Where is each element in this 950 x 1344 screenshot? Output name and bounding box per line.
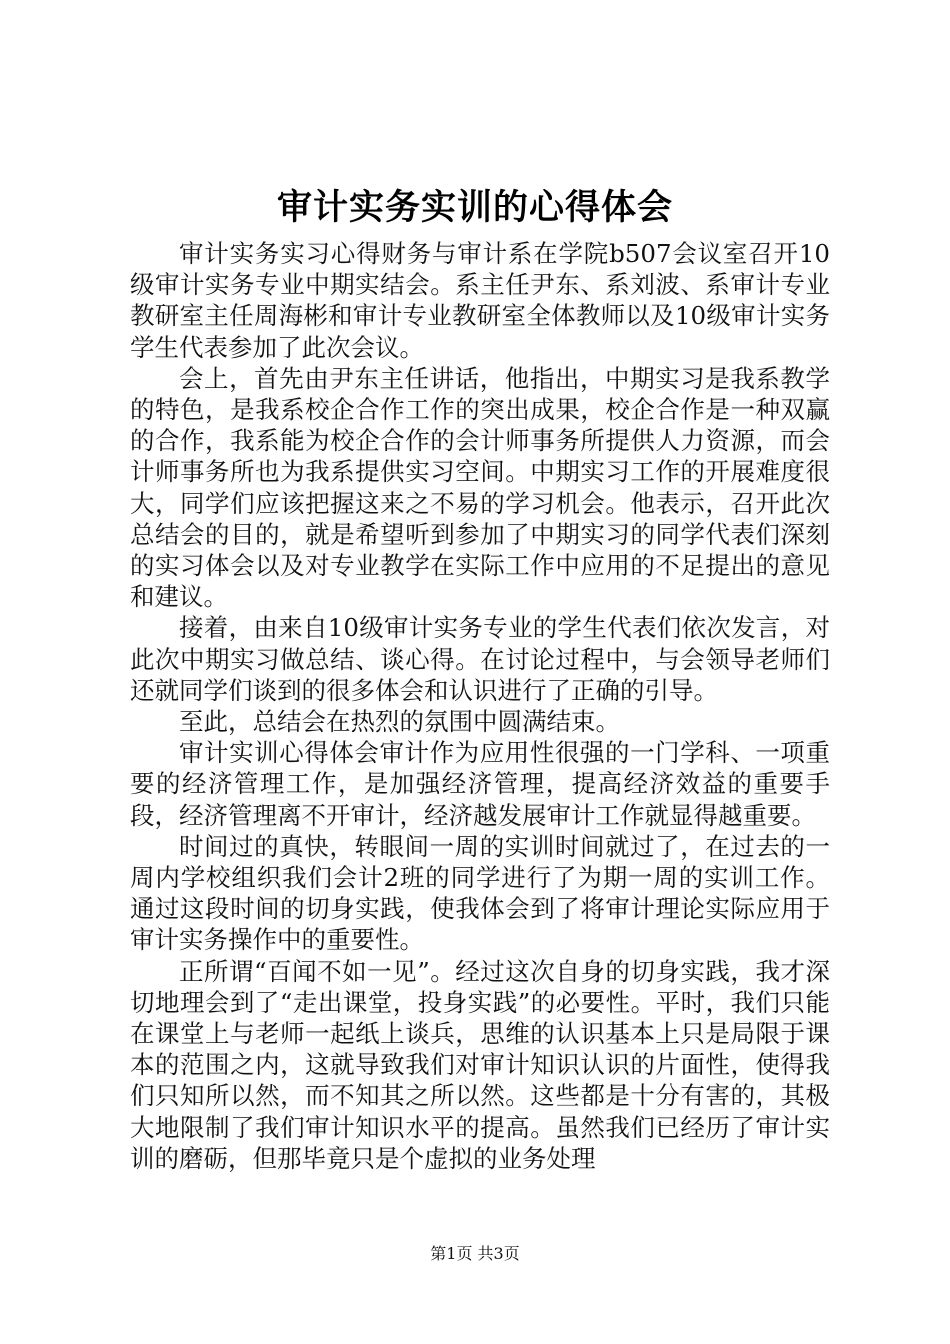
paragraph-1: 审计实务实习心得财务与审计系在学院b507会议室召开10级审计实务专业中期实结会。系主任尹东、系刘波、系审计专业教研室主任周海彬和审计专业教研室全体教师以及10级审计实务学生代表参加了此次会议。 bbox=[130, 239, 830, 362]
page-number-footer: 第1页 共3页 bbox=[430, 1244, 520, 1263]
paragraph-5: 审计实训心得体会审计作为应用性很强的一门学科、一项重要的经济管理工作，是加强经济管理，提高经济效益的重要手段，经济管理离不开审计，经济越发展审计工作就显得越重要。 bbox=[130, 738, 830, 830]
paragraph-4: 至此，总结会在热烈的氛围中圆满结束。 bbox=[179, 707, 620, 737]
paragraph-3: 接着，由来自10级审计实务专业的学生代表们依次发言，对此次中期实习做总结、谈心得。在讨论过程中，与会领导老师们还就同学们谈到的很多体会和认识进行了正确的引导。 bbox=[130, 613, 830, 705]
paragraph-7: 正所谓“百闻不如一见”。经过这次自身的切身实践，我才深切地理会到了“走出课堂，投身实践”的必要性。平时，我们只能在课堂上与老师一起纸上谈兵，思维的认识基本上只是局限于课本的范围之内，这就导致我们对审计知识认识的片面性，使得我们只知所以然，而不知其之所以然。这些都是十分有害的，其极大地限制了我们审计知识水平的提高。虽然我们已经历了审计实训的磨砺，但那毕竟只是个虚拟的业务处理 bbox=[130, 956, 830, 1173]
document-title: 审计实务实训的心得体会 bbox=[276, 187, 673, 228]
paragraph-2: 会上，首先由尹东主任讲话，他指出，中期实习是我系教学的特色，是我系校企合作工作的突出成果，校企合作是一种双赢的合作，我系能为校企合作的会计师事务所提供人力资源，而会计师事务所也为我系提供实习空间。中期实习工作的开展难度很大，同学们应该把握这来之不易的学习机会。他表示，召开此次总结会的目的，就是希望听到参加了中期实习的同学代表们深刻的实习体会以及对专业教学在实际工作中应用的不足提出的意见和建议。 bbox=[130, 363, 830, 612]
document-body bbox=[130, 238, 830, 1174]
paragraph-6: 时间过的真快，转眼间一周的实训时间就过了，在过去的一周内学校组织我们会计2班的同学进行了为期一周的实训工作。通过这段时间的切身实践，使我体会到了将审计理论实际应用于审计实务操作中的重要性。 bbox=[130, 831, 830, 955]
